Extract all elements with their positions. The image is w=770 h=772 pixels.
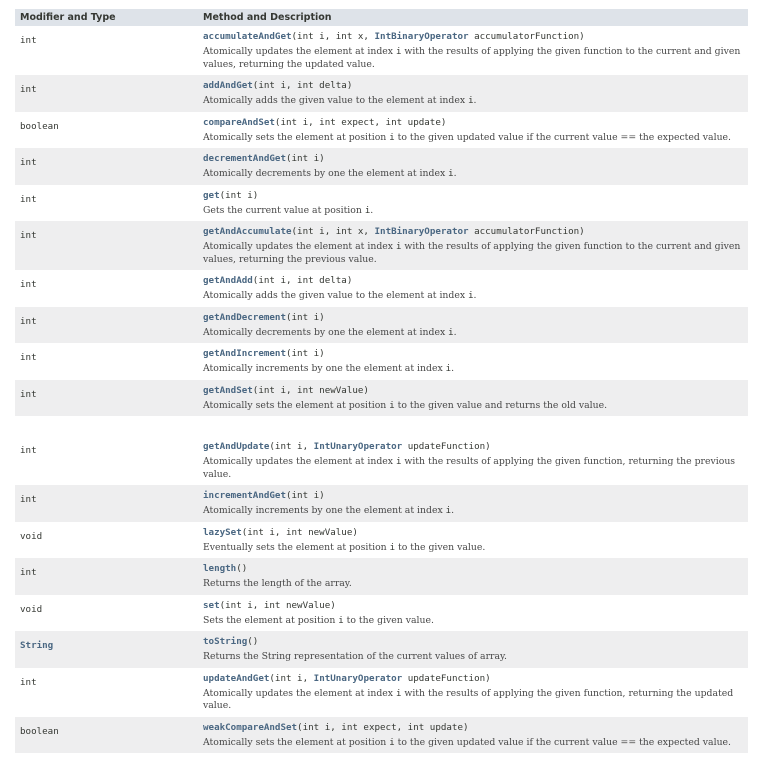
method-params: (int i)	[285, 311, 325, 323]
method-params: (int i)	[285, 348, 325, 359]
param-type-link[interactable]: IntUnaryOperator	[313, 672, 403, 684]
table-row	[15, 595, 748, 632]
method-params: (int i)	[285, 490, 325, 501]
method-description: Atomically increments by one the element at index i.	[203, 363, 455, 374]
table-row	[15, 717, 748, 754]
method-signature	[203, 30, 746, 43]
method-description: Atomically sets the element at position i to the given value and returns the old value.	[203, 399, 608, 411]
table-gap	[15, 416, 748, 436]
method-description: Atomically sets the element at position i to the given updated value if the current value == the expected value.	[203, 736, 732, 748]
method-name-link[interactable]: accumulateAndGet	[203, 31, 292, 42]
method-params: (int i,	[269, 441, 314, 452]
method-description: Atomically updates the element at index i with the results of applying the given function, returning the previous value.	[203, 456, 736, 480]
method-description: Atomically updates the element at index i with the results of applying the given function to the current and given values, returning the previous value.	[203, 241, 741, 265]
method-params-rest: accumulatorFunction)	[468, 31, 585, 42]
method-signature	[203, 116, 746, 129]
method-signature	[203, 635, 746, 648]
method-name-link[interactable]: getAndDecrement	[203, 311, 286, 323]
method-signature	[203, 526, 746, 539]
return-type: int	[20, 567, 37, 578]
param-type-link[interactable]: IntBinaryOperator	[374, 226, 469, 237]
method-name-link[interactable]: incrementAndGet	[203, 490, 286, 501]
method-signature	[203, 599, 746, 612]
table-row	[15, 631, 748, 668]
return-type: int	[20, 279, 37, 290]
method-params: (int i)	[219, 189, 259, 201]
return-type: int	[20, 315, 37, 327]
method-params: (int i, int newValue)	[241, 526, 358, 538]
method-description: Atomically decrements by one the element at index i.	[203, 168, 457, 179]
method-signature	[203, 562, 746, 575]
method-name-link[interactable]: compareAndSet	[203, 116, 275, 128]
table-row	[15, 112, 748, 149]
method-params: ()	[236, 563, 248, 574]
method-name-link[interactable]: getAndIncrement	[203, 348, 286, 359]
method-signature	[203, 672, 746, 685]
method-name-link[interactable]: getAndUpdate	[203, 441, 270, 452]
method-signature	[203, 79, 746, 92]
method-name-link[interactable]: length	[203, 563, 237, 574]
return-type-link[interactable]: String	[20, 640, 54, 651]
method-signature	[203, 721, 746, 734]
method-description: Sets the element at position i to the given value.	[203, 614, 434, 626]
method-description: Eventually sets the element at position i to the given value.	[203, 541, 486, 553]
method-description: Gets the current value at position i.	[203, 204, 374, 216]
param-type-link[interactable]: IntBinaryOperator	[374, 31, 469, 42]
method-name-link[interactable]: getAndAccumulate	[203, 226, 292, 237]
return-type: int	[20, 352, 37, 363]
return-type: int	[20, 230, 37, 241]
method-description: Atomically updates the element at index i with the results of applying the given function to the current and given values, returning the updated value.	[203, 46, 741, 70]
method-params: (int i, int newValue)	[219, 599, 336, 611]
return-type: int	[20, 157, 37, 168]
method-description: Atomically increments by one the element at index i.	[203, 505, 455, 516]
method-description: Atomically decrements by one the element at index i.	[203, 326, 457, 338]
method-signature	[203, 274, 746, 287]
header-method-description: Method and Description	[203, 12, 332, 23]
method-signature	[203, 384, 746, 397]
table-header	[15, 9, 748, 26]
method-signature	[203, 347, 746, 360]
return-type: int	[20, 494, 37, 505]
method-params-rest: updateFunction)	[402, 441, 491, 452]
method-description: Atomically updates the element at index i with the results of applying the given function, returning the updated value.	[203, 687, 734, 711]
table-row	[15, 221, 748, 270]
table-row	[15, 558, 748, 595]
method-name-link[interactable]: set	[203, 599, 220, 611]
table-body	[15, 26, 748, 753]
return-type: boolean	[20, 725, 59, 737]
method-description: Atomically sets the element at position i to the given updated value if the current value == the expected value.	[203, 131, 732, 143]
table-row	[15, 485, 748, 522]
header-modifier-type: Modifier and Type	[20, 12, 116, 23]
method-summary-table	[15, 9, 748, 753]
method-params: (int i, int x,	[291, 31, 375, 42]
table-row	[15, 522, 748, 559]
method-params: (int i)	[285, 153, 325, 164]
table-row	[15, 380, 748, 417]
method-params: (int i, int expect, int update)	[297, 721, 469, 733]
method-params: (int i, int delta)	[252, 275, 353, 286]
return-type: int	[20, 84, 37, 95]
method-params: (int i,	[269, 672, 314, 684]
method-signature	[203, 225, 746, 238]
method-description: Atomically adds the given value to the element at index i.	[203, 95, 477, 106]
return-type: int	[20, 676, 37, 688]
table-row	[15, 75, 748, 112]
method-description: Atomically adds the given value to the element at index i.	[203, 290, 477, 301]
method-description: Returns the length of the array.	[203, 578, 352, 589]
method-signature	[203, 189, 746, 202]
method-name-link[interactable]: weakCompareAndSet	[203, 721, 298, 733]
return-type: void	[20, 530, 43, 542]
method-name-link[interactable]: getAndAdd	[203, 275, 253, 286]
method-params: (int i, int newValue)	[252, 384, 369, 396]
method-description: Returns the String representation of the current values of array.	[203, 651, 507, 662]
table-row	[15, 436, 748, 485]
param-type-link[interactable]: IntUnaryOperator	[313, 441, 403, 452]
method-params: (int i, int delta)	[252, 80, 353, 91]
method-params-rest: updateFunction)	[402, 672, 491, 684]
method-name-link[interactable]: updateAndGet	[203, 672, 270, 684]
method-signature	[203, 440, 746, 453]
method-signature	[203, 152, 746, 165]
method-params-rest: accumulatorFunction)	[468, 226, 585, 237]
method-name-link[interactable]: getAndSet	[203, 384, 253, 396]
method-name-link[interactable]: toString	[203, 636, 248, 647]
table-row	[15, 668, 748, 717]
table-row	[15, 307, 748, 344]
return-type: int	[20, 35, 37, 46]
method-name-link[interactable]: addAndGet	[203, 80, 253, 91]
method-name-link[interactable]: lazySet	[203, 526, 242, 538]
table-row	[15, 148, 748, 185]
method-params: (int i, int x,	[291, 226, 375, 237]
method-params: ()	[247, 636, 259, 647]
method-params: (int i, int expect, int update)	[274, 116, 447, 128]
method-name-link[interactable]: decrementAndGet	[203, 153, 286, 164]
method-signature	[203, 489, 746, 502]
return-type: boolean	[20, 120, 59, 132]
return-type: int	[20, 445, 37, 456]
table-row	[15, 185, 748, 222]
return-type: int	[20, 193, 37, 205]
table-row	[15, 26, 748, 75]
return-type: void	[20, 603, 43, 615]
table-row	[15, 343, 748, 380]
return-type: int	[20, 388, 37, 400]
method-signature	[203, 311, 746, 324]
table-row	[15, 270, 748, 307]
method-name-link[interactable]: get	[203, 189, 220, 201]
